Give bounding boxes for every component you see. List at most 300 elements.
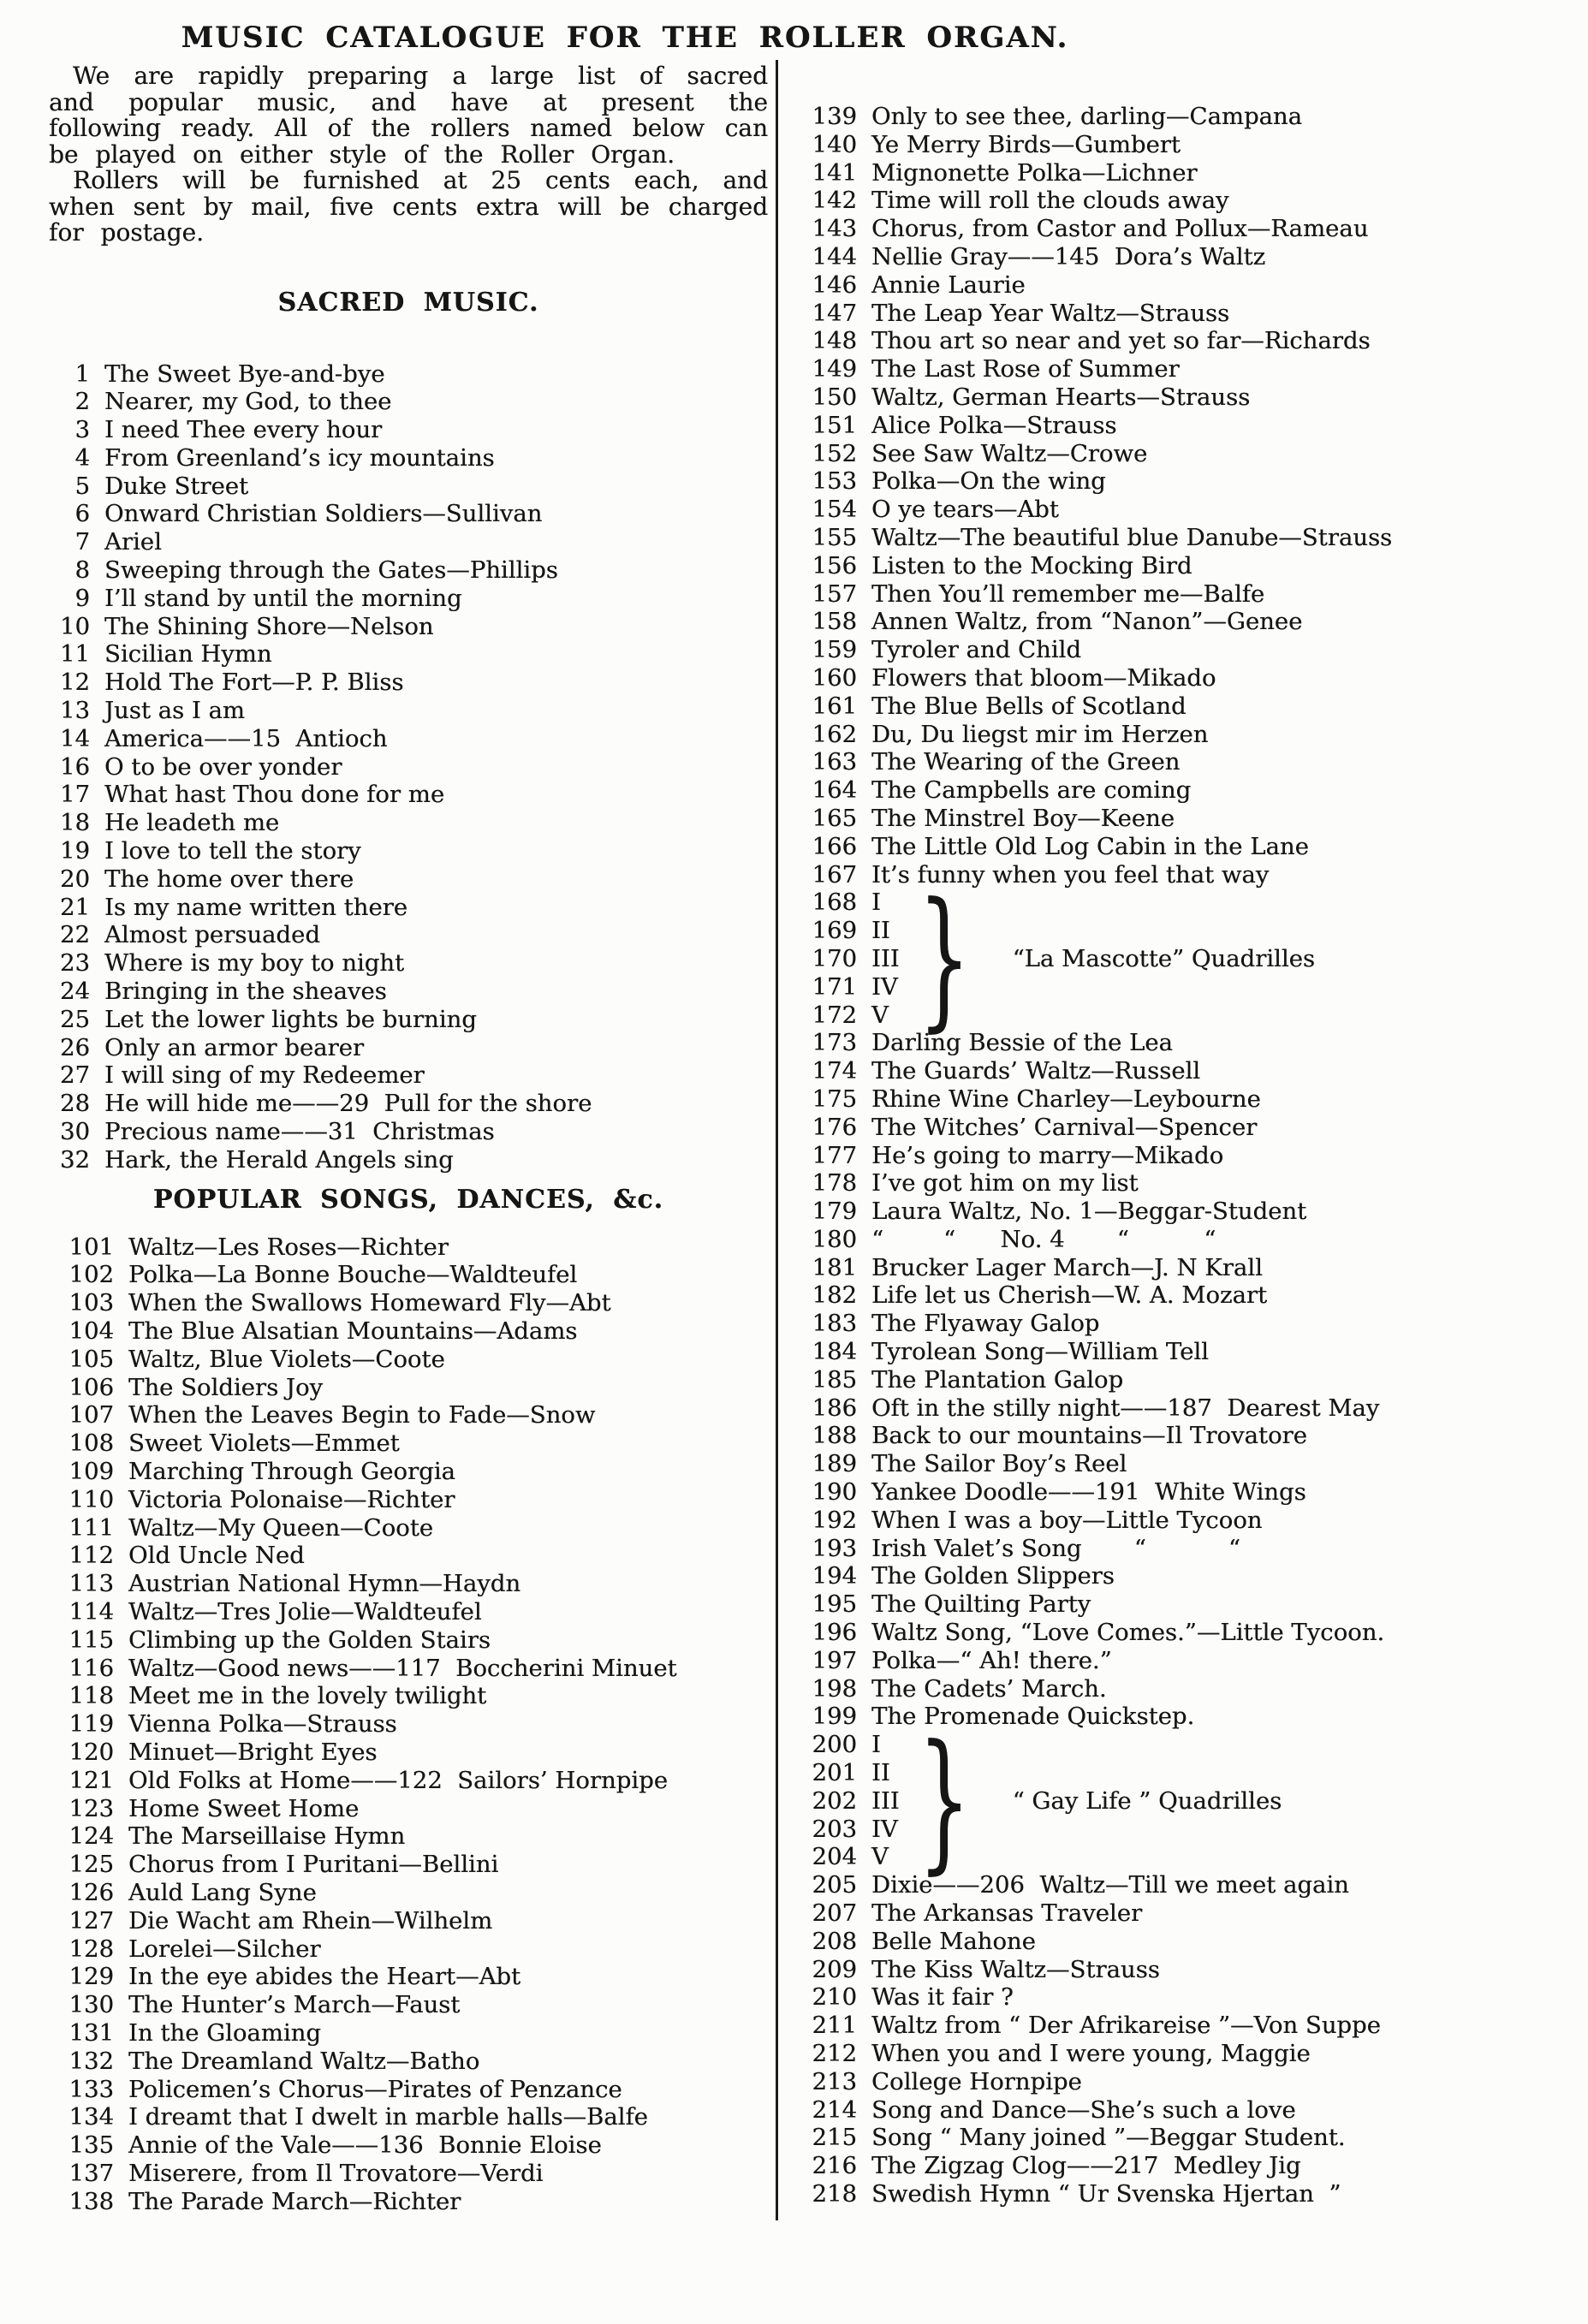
intro-text bbox=[49, 63, 768, 247]
entry-number: 177 bbox=[812, 1141, 857, 1169]
sacred-music-heading: SACRED MUSIC. bbox=[277, 287, 539, 318]
catalogue-entry bbox=[49, 528, 768, 556]
intro-paragraph: We are rapidly preparing a large list of sacred and popular music, and have at present the following ready. All of the rollers named below can be played on either style of the Roller Organ. bbox=[49, 62, 768, 169]
page-title: MUSIC CATALOGUE FOR THE ROLLER ORGAN. bbox=[181, 21, 1069, 55]
catalogue-entry bbox=[792, 327, 1575, 355]
catalogue-entry bbox=[792, 805, 1575, 833]
entry-title: America——15 Antioch bbox=[104, 724, 388, 752]
catalogue-entry bbox=[792, 2012, 1575, 2040]
entry-number: 213 bbox=[812, 2067, 857, 2095]
catalogue-entry bbox=[792, 2096, 1575, 2125]
entry-title: Minuet—Bright Eyes bbox=[128, 1738, 378, 1766]
entry-number: 21 bbox=[60, 893, 90, 921]
entry-number: 4 bbox=[74, 443, 90, 472]
catalogue-entry bbox=[49, 2019, 768, 2048]
entry-number: 198 bbox=[812, 1674, 857, 1703]
entry-title: Vienna Polka—Strauss bbox=[128, 1710, 397, 1739]
entry-number: 116 bbox=[68, 1654, 114, 1682]
catalogue-entry bbox=[792, 215, 1575, 243]
entry-title: Life let us Cherish—W. A. Mozart bbox=[871, 1281, 1268, 1310]
entry-title: The home over there bbox=[104, 865, 354, 893]
entry-number: 167 bbox=[812, 860, 857, 889]
entry-title: The Parade March—Richter bbox=[128, 2187, 461, 2215]
column-divider bbox=[776, 60, 778, 2220]
catalogue-entry bbox=[49, 753, 768, 782]
catalogue-entry bbox=[792, 2152, 1575, 2180]
entry-number: 132 bbox=[68, 2047, 114, 2075]
catalogue-entry bbox=[49, 556, 768, 585]
entry-title: Dixie——206 Waltz—Till we meet again bbox=[871, 1871, 1349, 1899]
catalogue-entry bbox=[49, 1963, 768, 1991]
entry-number: 119 bbox=[68, 1710, 114, 1739]
entry-number: 115 bbox=[68, 1626, 114, 1654]
entry-title: The Dreamland Waltz—Batho bbox=[128, 2047, 480, 2075]
catalogue-entry bbox=[792, 103, 1575, 131]
entry-number: 178 bbox=[812, 1169, 857, 1198]
entry-title: The Little Old Log Cabin in the Lane bbox=[871, 832, 1309, 860]
entry-title: The Zigzag Clog——217 Medley Jig bbox=[871, 2152, 1301, 2180]
entry-title: Rhine Wine Charley—Leybourne bbox=[871, 1085, 1261, 1113]
entry-title: I dreamt that I dwelt in marble halls—Balfe bbox=[128, 2103, 648, 2131]
catalogue-entry bbox=[792, 2124, 1575, 2152]
entry-title: Home Sweet Home bbox=[128, 1794, 360, 1822]
popular-songs-continued-list bbox=[792, 103, 1575, 2208]
entry-title: Old Folks at Home——122 Sailors’ Hornpipe bbox=[128, 1766, 668, 1794]
entry-title: Nearer, my God, to thee bbox=[104, 388, 392, 416]
catalogue-entry bbox=[792, 917, 900, 945]
entry-title: When the Swallows Homeward Fly—Abt bbox=[128, 1289, 611, 1317]
catalogue-entry bbox=[792, 131, 1575, 159]
entry-title: I’ll stand by until the morning bbox=[104, 584, 462, 612]
entry-title: Polka—La Bonne Bouche—Waldteufel bbox=[128, 1261, 578, 1289]
catalogue-entry bbox=[792, 1983, 1575, 2012]
entry-title: The Soldiers Joy bbox=[128, 1373, 324, 1401]
entry-number: 202 bbox=[812, 1786, 857, 1815]
entry-number: 138 bbox=[68, 2187, 114, 2215]
entry-numeral: II bbox=[871, 917, 890, 945]
entry-number: 8 bbox=[74, 556, 90, 585]
entry-numeral: V bbox=[871, 1001, 889, 1029]
entry-number: 164 bbox=[812, 776, 857, 805]
entry-title: Duke Street bbox=[104, 472, 249, 500]
entry-numeral: III bbox=[871, 1786, 900, 1815]
entry-title: Sweet Violets—Emmet bbox=[128, 1429, 400, 1458]
entry-title: When the Leaves Begin to Fade—Snow bbox=[128, 1401, 596, 1429]
catalogue-entry bbox=[49, 1090, 768, 1118]
entry-number: 150 bbox=[812, 383, 857, 411]
entry-title: He’s going to marry—Mikado bbox=[871, 1141, 1224, 1169]
entry-number: 161 bbox=[812, 692, 857, 720]
entry-number: 149 bbox=[812, 355, 857, 383]
entry-title: Only to see thee, darling—Campana bbox=[871, 103, 1303, 130]
catalogue-entry bbox=[792, 383, 1575, 412]
entry-number: 148 bbox=[812, 327, 857, 355]
catalogue-entry bbox=[792, 355, 1575, 383]
entry-title: The Plantation Galop bbox=[871, 1365, 1124, 1394]
catalogue-entry bbox=[49, 669, 768, 697]
catalogue-entry bbox=[49, 1146, 768, 1174]
catalogue-entry bbox=[49, 1429, 768, 1458]
entry-numeral: I bbox=[871, 1731, 881, 1759]
catalogue-entry bbox=[792, 1310, 1575, 1338]
catalogue-entry bbox=[792, 1085, 1575, 1114]
catalogue-entry bbox=[792, 187, 1575, 215]
catalogue-entry bbox=[49, 2048, 768, 2076]
catalogue-entry bbox=[49, 1346, 768, 1374]
entry-title: Waltz, Blue Violets—Coote bbox=[128, 1345, 445, 1373]
catalogue-entry bbox=[792, 1759, 900, 1787]
entry-title: The Last Rose of Summer bbox=[871, 355, 1180, 383]
catalogue-entry bbox=[49, 1374, 768, 1402]
catalogue-entry bbox=[792, 721, 1575, 749]
entry-title: Policemen’s Chorus—Pirates of Penzance bbox=[128, 2075, 622, 2103]
catalogue-entry bbox=[792, 889, 900, 917]
entry-number: 210 bbox=[812, 1983, 857, 2012]
entry-number: 158 bbox=[812, 608, 857, 636]
entry-title: What hast Thou done for me bbox=[104, 781, 445, 809]
entry-number: 183 bbox=[812, 1310, 857, 1338]
entry-number: 104 bbox=[68, 1317, 114, 1345]
entry-number: 211 bbox=[812, 2012, 857, 2040]
catalogue-entry bbox=[49, 1795, 768, 1823]
entry-number: 160 bbox=[812, 663, 857, 692]
catalogue-entry bbox=[792, 1562, 1575, 1590]
entry-number: 102 bbox=[68, 1261, 114, 1289]
entry-number: 172 bbox=[812, 1001, 857, 1029]
catalogue-entry bbox=[49, 894, 768, 922]
entry-title: Oft in the stilly night——187 Dearest May bbox=[871, 1394, 1380, 1422]
entry-title: Back to our mountains—Il Trovatore bbox=[871, 1422, 1307, 1450]
catalogue-entry bbox=[49, 1514, 768, 1542]
entry-title: The Cadets’ March. bbox=[871, 1674, 1107, 1703]
catalogue-entry bbox=[49, 809, 768, 837]
catalogue-entry bbox=[49, 837, 768, 865]
entry-title: Tyroler and Child bbox=[871, 636, 1081, 664]
entry-title: Mignonette Polka—Lichner bbox=[871, 158, 1198, 187]
catalogue-entry bbox=[49, 1655, 768, 1683]
entry-title: The Kiss Waltz—Strauss bbox=[871, 1955, 1160, 1983]
entry-number: 6 bbox=[74, 500, 90, 528]
entry-number: 182 bbox=[812, 1281, 857, 1310]
entry-title: Waltz—The beautiful blue Danube—Strauss bbox=[871, 523, 1393, 551]
entry-number: 22 bbox=[60, 921, 90, 949]
entry-title: The Flyaway Galop bbox=[871, 1310, 1100, 1338]
entry-number: 7 bbox=[74, 528, 90, 556]
entry-title: Annen Waltz, from “Nanon”—Genee bbox=[871, 608, 1303, 636]
catalogue-entry bbox=[792, 1281, 1575, 1310]
catalogue-entry bbox=[792, 1169, 1575, 1198]
entry-title: Where is my boy to night bbox=[104, 949, 405, 978]
catalogue-entry bbox=[792, 1226, 1575, 1254]
entry-number: 209 bbox=[812, 1955, 857, 1983]
entry-number: 194 bbox=[812, 1562, 857, 1590]
catalogue-entry bbox=[792, 1057, 1575, 1085]
catalogue-entry bbox=[792, 776, 1575, 805]
catalogue-entry bbox=[49, 1006, 768, 1034]
entry-number: 153 bbox=[812, 467, 857, 496]
catalogue-entry bbox=[49, 1261, 768, 1289]
entry-number: 214 bbox=[812, 2095, 857, 2124]
entry-number: 18 bbox=[60, 809, 90, 837]
entry-number: 175 bbox=[812, 1085, 857, 1113]
catalogue-entry bbox=[792, 1002, 900, 1030]
catalogue-entry bbox=[792, 1647, 1575, 1675]
entry-number: 171 bbox=[812, 972, 857, 1001]
entry-title: In the Gloaming bbox=[128, 2018, 321, 2047]
entry-title: Irish Valet’s Song “ “ bbox=[871, 1534, 1240, 1562]
entry-title: Only an armor bearer bbox=[104, 1033, 365, 1061]
entry-number: 197 bbox=[812, 1646, 857, 1674]
entry-title: The Wearing of the Green bbox=[871, 748, 1181, 776]
entry-number: 9 bbox=[74, 584, 90, 612]
catalogue-entry bbox=[792, 1956, 1575, 1984]
catalogue-entry bbox=[49, 1879, 768, 1907]
entry-number: 118 bbox=[68, 1682, 114, 1710]
entry-number: 11 bbox=[60, 640, 90, 669]
entry-title: Waltz—Tres Jolie—Waldteufel bbox=[128, 1597, 482, 1626]
entry-number: 126 bbox=[68, 1878, 114, 1906]
catalogue-entry bbox=[792, 1422, 1575, 1450]
catalogue-entry bbox=[792, 1787, 900, 1816]
catalogue-entry bbox=[49, 1061, 768, 1090]
catalogue-entry bbox=[792, 1619, 1575, 1647]
entry-number: 184 bbox=[812, 1338, 857, 1366]
entry-title: Polka—“ Ah! there.” bbox=[871, 1646, 1112, 1674]
catalogue-entry bbox=[49, 1486, 768, 1514]
entry-number: 19 bbox=[60, 837, 90, 865]
catalogue-entry bbox=[792, 1590, 1575, 1619]
entry-title: Laura Waltz, No. 1—Beggar-Student bbox=[871, 1198, 1307, 1226]
entry-number: 16 bbox=[60, 752, 90, 781]
entry-number: 144 bbox=[812, 242, 857, 270]
entry-title: The Guards’ Waltz—Russell bbox=[871, 1057, 1201, 1085]
entry-number: 133 bbox=[68, 2075, 114, 2103]
catalogue-entry bbox=[49, 2076, 768, 2104]
entry-title: The Campbells are coming bbox=[871, 776, 1192, 805]
catalogue-entry bbox=[49, 1991, 768, 2019]
catalogue-entry bbox=[792, 467, 1575, 496]
entry-number: 176 bbox=[812, 1113, 857, 1141]
entry-number: 10 bbox=[60, 612, 90, 640]
entry-number: 23 bbox=[60, 949, 90, 978]
entry-title: Annie of the Vale——136 Bonnie Eloise bbox=[128, 2131, 602, 2160]
entry-number: 20 bbox=[60, 865, 90, 893]
catalogue-entry bbox=[792, 2040, 1575, 2068]
catalogue-entry bbox=[49, 921, 768, 949]
entry-number: 139 bbox=[812, 103, 857, 130]
entry-title: Lorelei—Silcher bbox=[128, 1935, 321, 1963]
catalogue-entry bbox=[49, 865, 768, 894]
catalogue-entry bbox=[792, 608, 1575, 636]
catalogue-entry bbox=[49, 1458, 768, 1486]
catalogue-entry bbox=[792, 1535, 1575, 1563]
catalogue-entry bbox=[49, 697, 768, 725]
entry-title: Miserere, from Il Trovatore—Verdi bbox=[128, 2159, 544, 2187]
entry-number: 199 bbox=[812, 1703, 857, 1731]
entry-number: 101 bbox=[68, 1233, 114, 1261]
entry-number: 200 bbox=[812, 1731, 857, 1759]
entry-number: 125 bbox=[68, 1851, 114, 1879]
entry-number: 162 bbox=[812, 720, 857, 748]
entry-number: 157 bbox=[812, 580, 857, 608]
entry-title: Onward Christian Soldiers—Sullivan bbox=[104, 500, 543, 528]
entry-number: 142 bbox=[812, 187, 857, 215]
catalogue-entry bbox=[49, 1542, 768, 1570]
catalogue-entry bbox=[792, 1450, 1575, 1478]
entry-numeral: IV bbox=[871, 1815, 898, 1843]
entry-number: 207 bbox=[812, 1899, 857, 1928]
catalogue-entry bbox=[792, 973, 900, 1002]
catalogue-entry bbox=[49, 1767, 768, 1795]
catalogue-entry bbox=[792, 1675, 1575, 1703]
catalogue-entry bbox=[792, 300, 1575, 328]
catalogue-entry bbox=[49, 1317, 768, 1346]
entry-title: Polka—On the wing bbox=[871, 467, 1106, 496]
catalogue-entry bbox=[792, 1254, 1575, 1282]
entry-title: Swedish Hymn “ Ur Svenska Hjertan ” bbox=[871, 2180, 1341, 2208]
entry-title: Auld Lang Syne bbox=[128, 1878, 317, 1906]
entry-number: 147 bbox=[812, 299, 857, 327]
catalogue-entry bbox=[49, 2160, 768, 2188]
catalogue-entry bbox=[49, 1598, 768, 1626]
entry-number: 204 bbox=[812, 1843, 857, 1871]
entry-number: 120 bbox=[68, 1738, 114, 1766]
catalogue-entry bbox=[49, 444, 768, 473]
entry-title: The Sailor Boy’s Reel bbox=[871, 1450, 1127, 1478]
quadrilles-group-rows bbox=[792, 889, 900, 1029]
entry-number: 110 bbox=[68, 1485, 114, 1513]
catalogue-entry bbox=[49, 360, 768, 389]
catalogue-entry bbox=[49, 2103, 768, 2131]
catalogue-entry bbox=[49, 416, 768, 444]
quadrilles-group-rows bbox=[792, 1731, 900, 1871]
catalogue-entry bbox=[49, 388, 768, 416]
catalogue-entry bbox=[49, 2131, 768, 2160]
catalogue-entry bbox=[49, 585, 768, 613]
catalogue-entry bbox=[49, 725, 768, 753]
entry-number: 17 bbox=[60, 781, 90, 809]
catalogue-entry bbox=[792, 1507, 1575, 1535]
entry-title: The Sweet Bye-and-bye bbox=[104, 360, 385, 388]
entry-number: 27 bbox=[60, 1061, 90, 1090]
entry-number: 168 bbox=[812, 889, 857, 917]
catalogue-entry bbox=[49, 640, 768, 669]
entry-title: Waltz, German Hearts—Strauss bbox=[871, 383, 1251, 411]
entry-number: 28 bbox=[60, 1090, 90, 1118]
catalogue-entry bbox=[792, 1703, 1575, 1731]
entry-title: Ye Merry Birds—Gumbert bbox=[871, 130, 1181, 158]
entry-title: Song and Dance—She’s such a love bbox=[871, 2095, 1296, 2124]
entry-title: Waltz from “ Der Afrikareise ”—Von Suppe bbox=[871, 2012, 1381, 2040]
entry-title: The Shining Shore—Nelson bbox=[104, 612, 434, 640]
entry-title: Waltz—Good news——117 Boccherini Minuet bbox=[128, 1654, 677, 1682]
entry-title: Is my name written there bbox=[104, 893, 408, 921]
entry-title: Flowers that bloom—Mikado bbox=[871, 663, 1216, 692]
entry-number: 107 bbox=[68, 1401, 114, 1429]
catalogue-entry bbox=[49, 1710, 768, 1739]
entry-number: 25 bbox=[60, 1005, 90, 1033]
catalogue-entry bbox=[792, 1816, 900, 1844]
entry-title: Sicilian Hymn bbox=[104, 640, 272, 669]
entry-title: The Blue Alsatian Mountains—Adams bbox=[128, 1317, 578, 1345]
entry-number: 12 bbox=[60, 669, 90, 697]
entry-title: In the eye abides the Heart—Abt bbox=[128, 1963, 521, 1991]
entry-title: Meet me in the lovely twilight bbox=[128, 1682, 487, 1710]
entry-number: 103 bbox=[68, 1289, 114, 1317]
entry-number: 137 bbox=[68, 2159, 114, 2187]
entry-number: 154 bbox=[812, 496, 857, 524]
entry-title: Then You’ll remember me—Balfe bbox=[871, 580, 1265, 608]
entry-title: The Minstrel Boy—Keene bbox=[871, 804, 1175, 832]
entry-number: 123 bbox=[68, 1794, 114, 1822]
catalogue-entry bbox=[792, 271, 1575, 300]
entry-title: I will sing of my Redeemer bbox=[104, 1061, 425, 1090]
entry-number: 2 bbox=[74, 388, 90, 416]
catalogue-entry bbox=[792, 580, 1575, 609]
entry-number: 169 bbox=[812, 917, 857, 945]
entry-title: Ariel bbox=[104, 528, 162, 556]
entry-title: Du, Du liegst mir im Herzen bbox=[871, 720, 1209, 748]
entry-number: 196 bbox=[812, 1619, 857, 1647]
entry-number: 112 bbox=[68, 1542, 114, 1570]
entry-title: Waltz—My Queen—Coote bbox=[128, 1513, 434, 1542]
entry-number: 130 bbox=[68, 1991, 114, 2019]
catalogue-entry bbox=[49, 1851, 768, 1879]
entry-number: 203 bbox=[812, 1815, 857, 1843]
catalogue-entry bbox=[792, 243, 1575, 271]
catalogue-entry bbox=[792, 1394, 1575, 1423]
entry-number: 205 bbox=[812, 1871, 857, 1899]
entry-numeral: V bbox=[871, 1843, 889, 1871]
catalogue-entry bbox=[49, 473, 768, 501]
entry-title: The Quilting Party bbox=[871, 1590, 1091, 1619]
catalogue-entry bbox=[49, 1935, 768, 1964]
entry-number: 5 bbox=[74, 472, 90, 500]
catalogue-entry bbox=[792, 1114, 1575, 1142]
entry-title: Nellie Gray——145 Dora’s Waltz bbox=[871, 242, 1266, 270]
entry-number: 113 bbox=[68, 1570, 114, 1598]
entry-title: When you and I were young, Maggie bbox=[871, 2040, 1311, 2068]
catalogue-entry bbox=[792, 496, 1575, 524]
entry-title: Time will roll the clouds away bbox=[871, 187, 1229, 215]
entry-title: Climbing up the Golden Stairs bbox=[128, 1626, 491, 1654]
catalogue-entry bbox=[792, 945, 900, 973]
entry-title: Let the lower lights be burning bbox=[104, 1005, 477, 1033]
catalogue-entry bbox=[792, 1871, 1575, 1899]
catalogue-entry bbox=[49, 978, 768, 1006]
entry-number: 124 bbox=[68, 1822, 114, 1851]
entry-number: 111 bbox=[68, 1513, 114, 1542]
catalogue-entry bbox=[49, 781, 768, 809]
entry-title: He will hide me——29 Pull for the shore bbox=[104, 1090, 592, 1118]
entry-title: Was it fair ? bbox=[871, 1983, 1014, 2012]
catalogue-entry bbox=[792, 552, 1575, 580]
entry-number: 208 bbox=[812, 1927, 857, 1955]
entry-number: 13 bbox=[60, 697, 90, 725]
entry-title: I need Thee every hour bbox=[104, 416, 383, 444]
entry-title: Alice Polka—Strauss bbox=[871, 411, 1117, 439]
entry-number: 146 bbox=[812, 270, 857, 299]
catalogue-entry bbox=[49, 1682, 768, 1710]
catalogue-entry bbox=[792, 524, 1575, 552]
entry-title: Hold The Fort—P. P. Bliss bbox=[104, 669, 404, 697]
entry-title: Thou art so near and yet so far—Richards bbox=[871, 327, 1371, 355]
catalogue-entry bbox=[792, 692, 1575, 721]
group-label: “La Mascotte” Quadrilles bbox=[1012, 945, 1316, 973]
entry-number: 215 bbox=[812, 2124, 857, 2152]
entry-title: The Arkansas Traveler bbox=[871, 1899, 1143, 1928]
entry-number: 185 bbox=[812, 1365, 857, 1394]
